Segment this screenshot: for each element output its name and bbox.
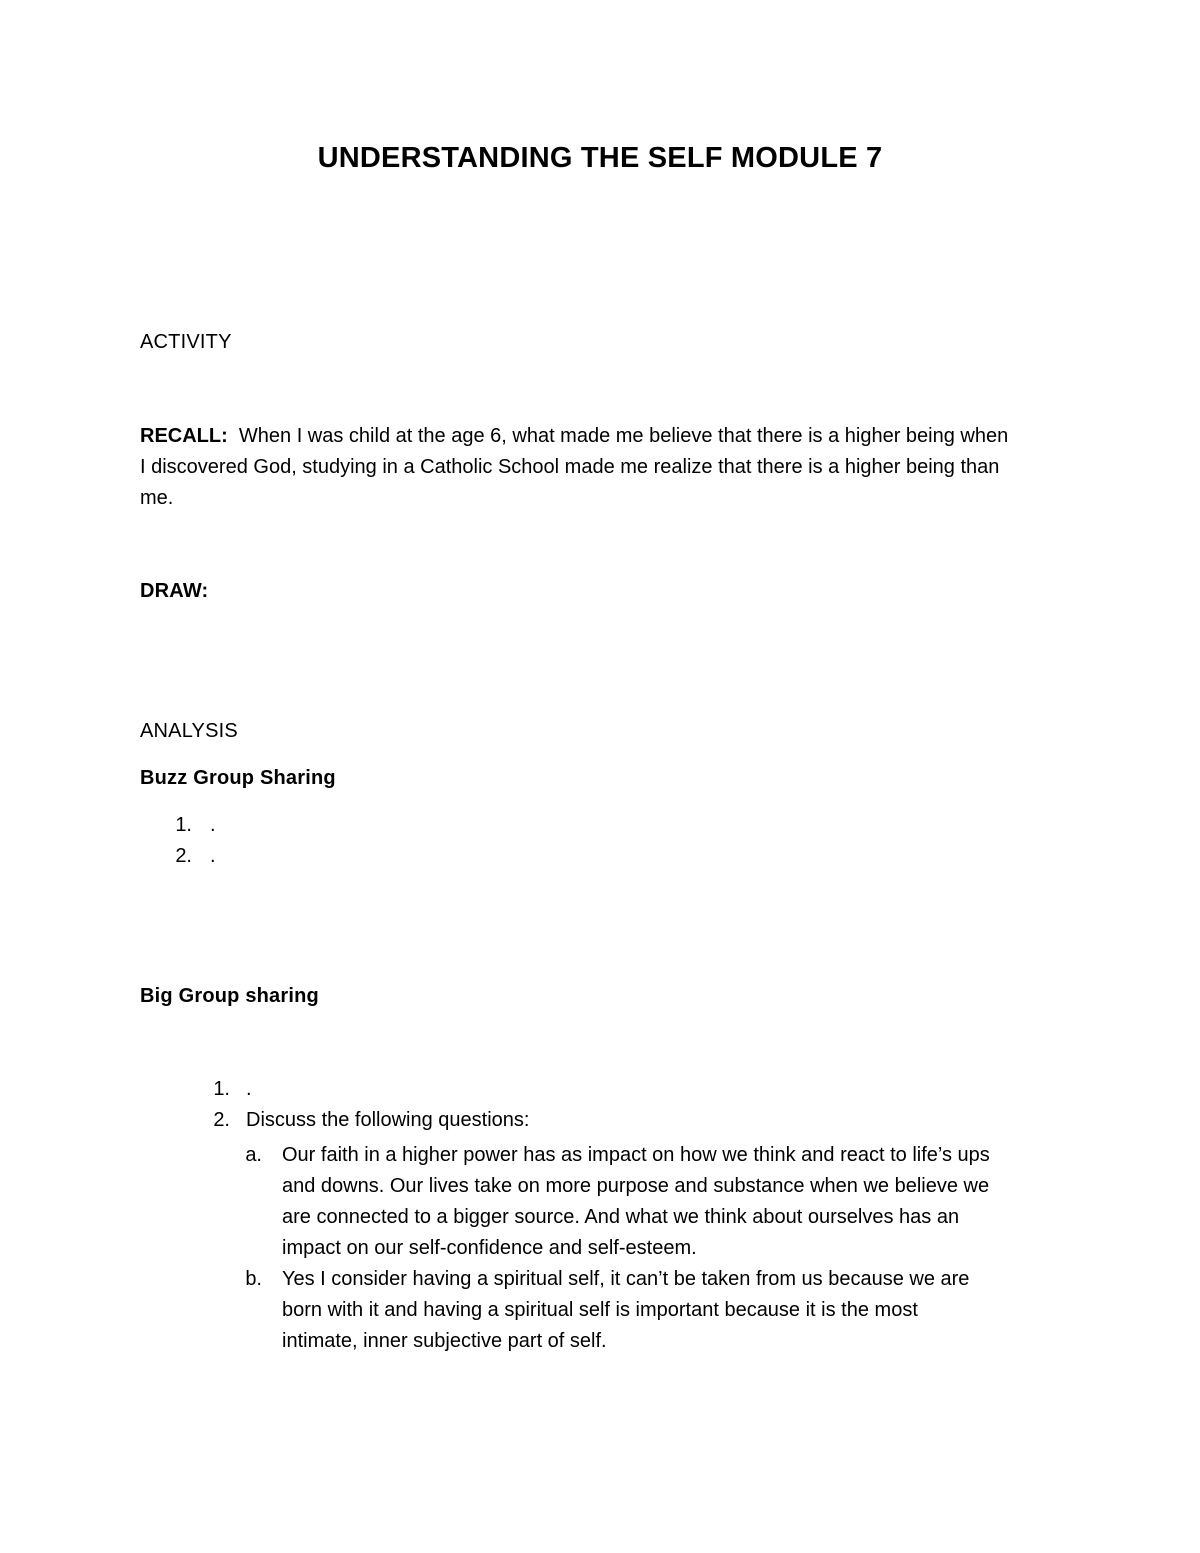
- sub-item-a-text: [282, 1140, 1082, 1264]
- recall-label: RECALL:: [140, 425, 228, 447]
- buzz-item-2-marker: 2.: [175, 845, 192, 867]
- buzz-item-1: [0, 814, 1200, 845]
- activity-heading: ACTIVITY: [140, 331, 232, 353]
- buzz-item-2: [0, 845, 1200, 876]
- draw-label: DRAW:: [140, 580, 209, 602]
- big-item-2-marker: 2.: [213, 1109, 230, 1131]
- document-title: UNDERSTANDING THE SELF MODULE 7: [317, 142, 883, 174]
- big-item-1-marker: 1.: [213, 1078, 230, 1100]
- sub-item-b-line: born with it and having a spiritual self is important because it is the most: [282, 1299, 918, 1321]
- recall-line-3: me.: [140, 487, 174, 509]
- sub-item-a-marker: a.: [245, 1144, 262, 1166]
- buzz-group-heading: Buzz Group Sharing: [140, 767, 336, 789]
- sub-item-a-line: Our faith in a higher power has as impact on how we think and react to life’s ups: [282, 1144, 990, 1166]
- recall-paragraph: [140, 421, 1070, 514]
- big-item-2-text: Discuss the following questions:: [246, 1109, 530, 1131]
- buzz-item-1-marker: 1.: [175, 814, 192, 836]
- sub-item-b: [0, 1264, 1200, 1357]
- big-group-heading: Big Group sharing: [140, 985, 319, 1007]
- big-item-2: [0, 1109, 1200, 1140]
- sub-item-a-line: and downs. Our lives take on more purpose and substance when we believe we: [282, 1175, 990, 1197]
- recall-text-1: When I was child at the age 6, what made me believe that there is a higher being when: [238, 425, 1009, 447]
- sub-item-b-marker: b.: [245, 1268, 262, 1290]
- sub-item-b-line: intimate, inner subjective part of self.: [282, 1330, 607, 1352]
- buzz-item-1-text: .: [210, 814, 216, 836]
- buzz-item-2-text: .: [210, 845, 216, 867]
- sub-item-a: [0, 1140, 1200, 1264]
- analysis-heading: ANALYSIS: [140, 720, 238, 742]
- recall-line-2: I discovered God, studying in a Catholic School made me realize that there is a higher being than: [140, 456, 1000, 478]
- big-item-1: [0, 1078, 1200, 1109]
- sub-item-b-line: Yes I consider having a spiritual self, it can’t be taken from us because we are: [282, 1268, 970, 1290]
- big-item-1-text: .: [246, 1078, 252, 1100]
- sub-item-a-line: are connected to a bigger source. And what we think about ourselves has an: [282, 1206, 960, 1228]
- sub-item-a-line: impact on our self-confidence and self-esteem.: [282, 1237, 697, 1259]
- recall-line-1: [140, 421, 1070, 452]
- sub-item-b-text: [282, 1264, 1082, 1357]
